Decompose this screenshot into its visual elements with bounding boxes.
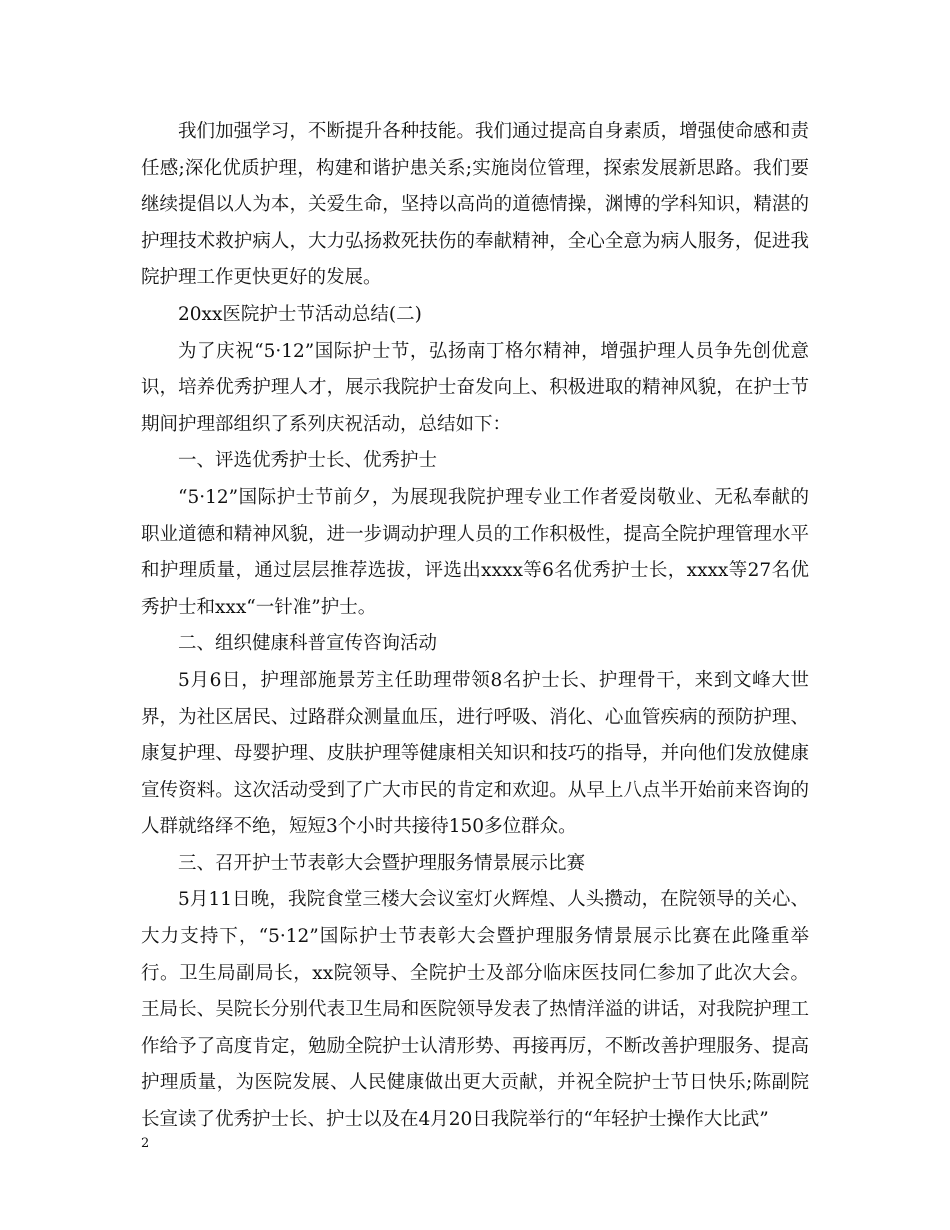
subheading-3: 三、召开护士节表彰大会暨护理服务情景展示比赛 <box>178 852 586 874</box>
paragraph-ceremony: 5月11日晚，我院食堂三楼大会议室灯火辉煌、人头攒动，在院领导的关心、大力支持下，“5·12”国际护士节表彰大会暨护理服务情景展示比赛在此隆重举行。卫生局副局长，xx院领导、全院护士及部分临床医技同仁参加了此次大会。王局长、吴院长分别代表卫生局和医院领导发表了热情洋溢的讲话，对我院护理工作给予了高度肯定，勉励全院护士认清形势、再接再厉，不断改善护理服务、提高护理质量，为医院发展、人民健康做出更大贡献，并祝全院护士节日快乐;陈副院长宣读了优秀护士长、护士以及在4月20日我院举行的“年轻护士操作大比武” <box>141 889 809 1131</box>
paragraph-overview: 为了庆祝“5·12”国际护士节，弘扬南丁格尔精神，增强护理人员争先创优意识，培养优秀护理人才，展示我院护士奋发向上、积极进取的精神风貌，在护士节期间护理部组织了系列庆祝活动，总结如下： <box>141 340 809 435</box>
section-title: 20xx医院护士节活动总结(二) <box>178 303 422 325</box>
document-body <box>141 114 809 1139</box>
paragraph-consultation: 5月6日，护理部施景芳主任助理带领8名护士长、护理骨干，来到文峰大世界，为社区居民、过路群众测量血压，进行呼吸、消化、心血管疾病的预防护理、康复护理、母婴护理、皮肤护理等健康相关知识和技巧的指导，并向他们发放健康宣传资料。这次活动受到了广大市民的肯定和欢迎。从早上八点半开始前来咨询的人群就络绎不绝，短短3个小时共接待150多位群众。 <box>141 669 809 838</box>
paragraph-intro-closing: 我们加强学习，不断提升各种技能。我们通过提高自身素质，增强使命感和责任感;深化优质护理，构建和谐护患关系;实施岗位管理，探索发展新思路。我们要继续提倡以人为本，关爱生命，坚持以高尚的道德情操，渊博的学科知识，精湛的护理技术救护病人，大力弘扬救死扶伤的奉献精神，全心全意为病人服务，促进我院护理工作更快更好的发展。 <box>141 121 809 289</box>
subheading-1: 一、评选优秀护士长、优秀护士 <box>178 450 438 472</box>
page-number: 2 <box>141 1136 150 1151</box>
subheading-2: 二、组织健康科普宣传咨询活动 <box>178 633 438 655</box>
paragraph-selection: “5·12”国际护士节前夕，为展现我院护理专业工作者爱岗敬业、无私奉献的职业道德和精神风貌，进一步调动护理人员的工作积极性，提高全院护理管理水平和护理质量，通过层层推荐选拔，评选出xxxx等6名优秀护士长，xxxx等27名优秀护士和xxx“一针准”护士。 <box>141 486 809 618</box>
